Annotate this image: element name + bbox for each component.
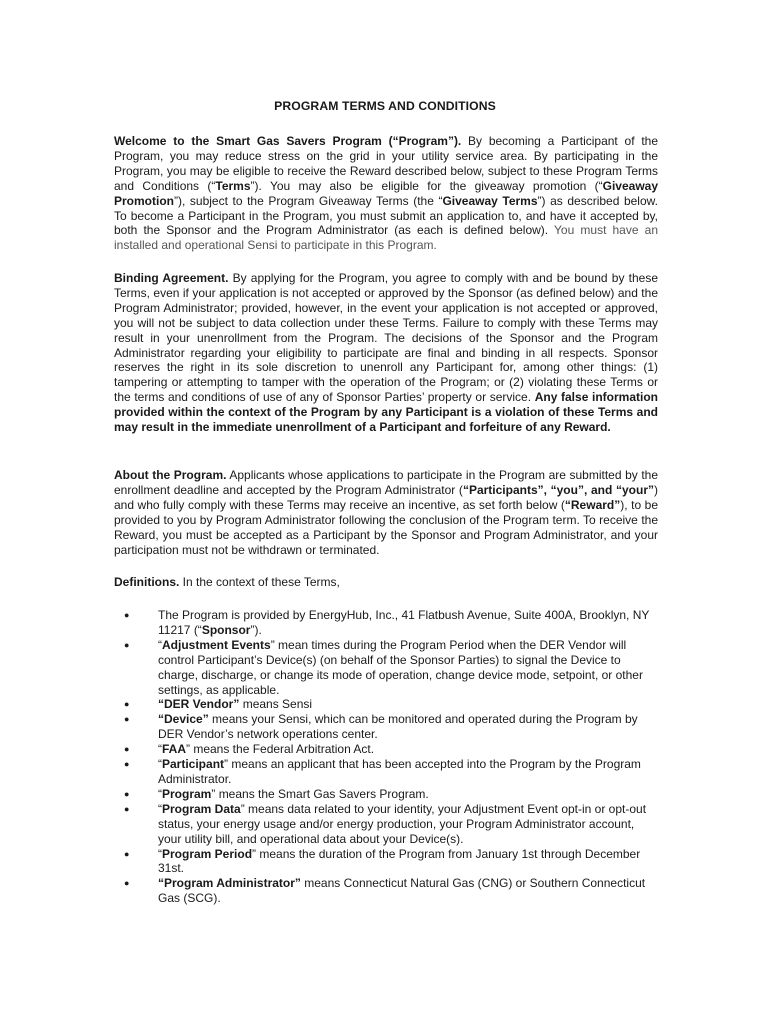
terms-term: Terms	[215, 178, 251, 193]
about-program-text: ), to be provided to you by Program Administrator following the conclusion of the Program term. To receive the Reward, you must be accepted as a Participant by the Sponsor and Program Administrator, and your participation must not be withdrawn or terminated.	[114, 497, 658, 557]
definition-item: ● “Program Period” means the duration of the Program from January 1st through December 31st.	[114, 847, 658, 877]
definition-item: ● “Program Administrator” means Connecticut Natural Gas (CNG) or Southern Connecticut Gas (SCG).	[114, 876, 658, 906]
definition-term: “Device”	[158, 712, 209, 727]
definition-term: FAA	[162, 742, 186, 757]
welcome-heading: Welcome to the Smart Gas Savers Program (“Program”).	[114, 134, 462, 148]
definition-term: Adjustment Events	[162, 637, 271, 652]
definition-term: Participant	[162, 757, 225, 772]
definition-item: ● “Program Data” means data related to your identity, your Adjustment Event opt-in or opt-out status, your energy usage and/or energy production, your Program Administrator account, your utility bill, and operational data about your Device(s).	[114, 802, 658, 847]
definition-item: ● “Program” means the Smart Gas Savers Program.	[114, 787, 658, 802]
definition-item: ● “DER Vendor” means Sensi	[114, 697, 658, 712]
about-program-paragraph	[114, 468, 658, 557]
welcome-text: By becoming a Participant of the Program, you may reduce stress on the grid in your utility service area. By participating in the Program, you may be eligible to receive the Reward described below, subject to these Program Terms and Conditions (“	[114, 134, 658, 193]
definitions-heading: Definitions.	[114, 575, 180, 589]
welcome-paragraph	[114, 134, 658, 253]
reward-term: “Reward”	[564, 497, 621, 512]
false-information-warning: Any false information provided within the context of the Program by any Participant is a violation of these Terms and may result in the immediate unenrollment of a Participant and forfeiture of any Reward.	[114, 390, 658, 435]
giveaway-promotion-term: Giveaway Promotion	[114, 178, 658, 208]
page-title: PROGRAM TERMS AND CONDITIONS	[274, 99, 496, 113]
definition-term: Program Period	[162, 846, 253, 861]
about-program-heading: About the Program.	[114, 468, 227, 482]
definition-term: Program Data	[162, 801, 241, 816]
definitions-list	[114, 608, 658, 906]
definition-term: Program	[162, 786, 212, 801]
binding-agreement-heading: Binding Agreement.	[114, 271, 229, 285]
definition-term: Sponsor	[201, 622, 251, 637]
sensi-requirement-text: You must have an installed and operational Sensi to participate in this Program.	[114, 223, 658, 253]
welcome-text: ”) as described below. To become a Participant in the Program, you must submit an application to, and have it accepted by, both the Sponsor and the Program Administrator (as each is defined below).	[114, 193, 658, 238]
about-program-text: Applicants whose applications to participate in the Program are submitted by the enrollment deadline and accepted by the Program Administrator (	[114, 468, 658, 497]
definition-item: ● The Program is provided by EnergyHub, Inc., 41 Flatbush Avenue, Suite 400A, Brooklyn, NY 11217 (“Sponsor”).	[114, 608, 658, 638]
welcome-text: ”). You may also be eligible for the giveaway promotion (“	[250, 178, 603, 193]
welcome-text: ”), subject to the Program Giveaway Terms (the “	[174, 193, 443, 208]
giveaway-terms-term: Giveaway Terms	[442, 193, 538, 208]
definition-item: ● “Participant” means an applicant that has been accepted into the Program by the Program Administrator.	[114, 757, 658, 787]
about-program-text: ) and who fully comply with these Terms may receive an incentive, as set forth below (	[114, 482, 658, 512]
participants-term: “Participants”, “you”, and “your”	[462, 482, 654, 497]
definition-item: ● “Device” means your Sensi, which can be monitored and operated during the Program by DER Vendor’s network operations center.	[114, 712, 658, 742]
definitions-intro: In the context of these Terms,	[179, 575, 340, 589]
definition-item: ● “FAA” means the Federal Arbitration Act.	[114, 742, 658, 757]
binding-agreement-text: By applying for the Program, you agree to comply with and be bound by these Terms, even if your application is not accepted or approved by the Sponsor (as defined below) and the Program Administrator; provided, however, in the event your application is not accepted or approved, you will not be subject to data collection under these Terms. Failure to comply with these Terms may result in your unenrollment from the Program. The decisions of the Sponsor and the Program Administrator regarding your eligibility to participate are final and binding in all respects. Sponsor reserves the right in its sole discretion to unenroll any Participant for, among other things: (1) tampering or attempting to tamper with the operation of the Program; or (2) violating these Terms or the terms and conditions of use of any of Sponsor Parties’ property or service.	[114, 271, 658, 405]
binding-agreement-paragraph	[114, 271, 658, 435]
definition-item: ● “Adjustment Events” mean times during the Program Period when the DER Vendor will control Participant’s Device(s) (on behalf of the Sponsor Parties) to signal the Device to charge, discharge, or change its mode of operation, change device mode, setpoint, or other settings, as applicable.	[114, 638, 658, 698]
definitions-paragraph	[114, 575, 658, 590]
definition-term: “DER Vendor”	[158, 697, 240, 712]
definition-term: “Program Administrator”	[158, 876, 301, 891]
